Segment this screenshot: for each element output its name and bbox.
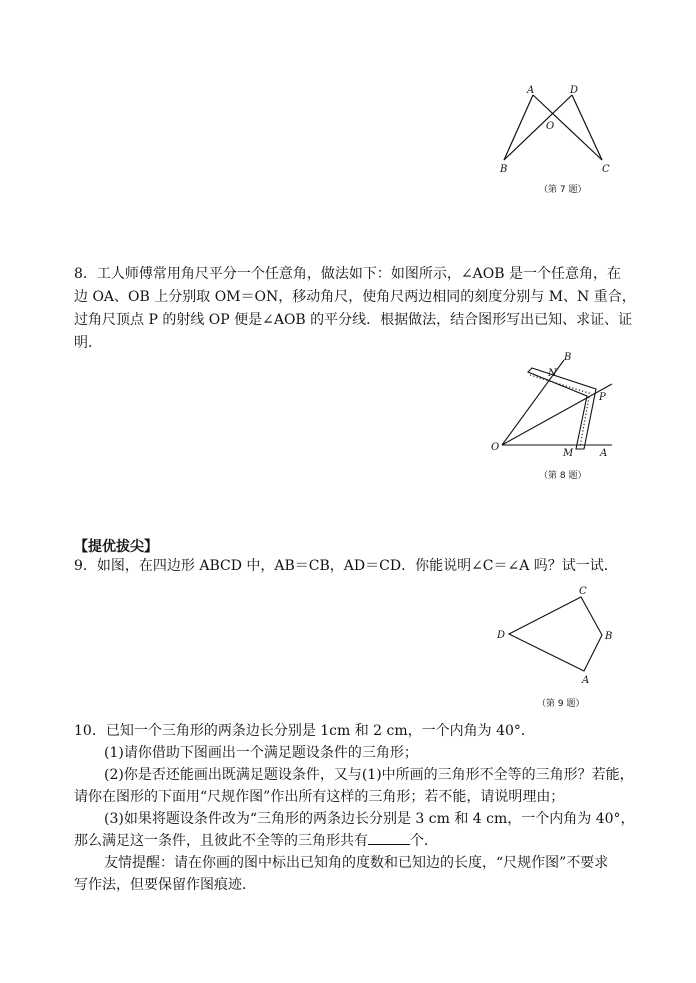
label-o: O [546, 121, 555, 132]
label-b: B [564, 352, 572, 363]
segment-ac [533, 95, 602, 160]
q10-part-3-line-2 [74, 830, 438, 852]
q10-part-3-line-1: (3)如果将题设条件改为“三角形的两条边长分别是 3 cm 和 4 cm，一个内角为 40°， [104, 811, 635, 827]
quadrilateral-abcd [509, 597, 602, 671]
q10-part-3-text-after: 个． [410, 833, 438, 849]
label-b: B [500, 164, 508, 175]
q10-hint-line-1: 友情提醒：请在你画的图中标出已知角的度数和已知边的长度，“尺规作图”不要求 [104, 855, 609, 871]
label-m: M [563, 448, 574, 459]
segment-dc [572, 95, 602, 160]
q10-hint-line-2: 写作法，但要保留作图痕迹． [74, 877, 256, 893]
q10-part-2-line-1: (2)你是否还能画出既满足题设条件，又与(1)中所画的三角形不全等的三角形？若能， [104, 767, 634, 783]
q10-part-3-text-before: 那么满足这一条件，且彼此不全等的三角形共有 [74, 833, 368, 849]
q10-intro: 10．已知一个三角形的两条边长分别是 1cm 和 2 cm，一个内角为 40°． [74, 723, 535, 739]
q8-line-4: 明． [74, 335, 102, 351]
figure-7-caption: （第 7 题） [539, 185, 587, 195]
figure-9-caption: （第 9 题） [537, 699, 585, 709]
q8-line-1: 8．工人师傅常用角尺平分一个任意角，做法如下：如图所示，∠AOB 是一个任意角，在 [74, 266, 621, 282]
q8-line-3: 过角尺顶点 P 的射线 OP 便是∠AOB 的平分线．根据做法，结合图形写出已知、求证、证 [74, 312, 633, 328]
label-a: A [527, 85, 535, 96]
label-o: O [491, 442, 500, 453]
segment-db [504, 95, 572, 160]
label-p: P [599, 392, 606, 403]
figure-8 [488, 350, 628, 462]
label-d: D [570, 85, 579, 96]
label-a: A [582, 675, 590, 686]
q10-part-2-line-2: 请你在图形的下面用“尺规作图”作出所有这样的三角形；若不能，请说明理由； [74, 789, 565, 805]
section-title: 【提优拔尖】 [74, 539, 158, 555]
label-c: C [579, 586, 587, 597]
label-a: A [600, 448, 608, 459]
q10-part-1: (1)请你借助下图画出一个满足题设条件的三角形； [104, 745, 418, 761]
label-d: D [497, 630, 506, 641]
answer-blank[interactable] [368, 830, 410, 845]
angle-ruler [528, 368, 596, 449]
label-n: N [548, 368, 557, 379]
figure-9 [492, 582, 622, 692]
figure-8-caption: （第 8 题） [539, 471, 587, 481]
q9-text: 9．如图，在四边形 ABCD 中，AB＝CB，AD＝CD．你能说明∠C＝∠A 吗？试一试． [74, 558, 618, 574]
label-c: C [602, 164, 610, 175]
segment-ab [504, 95, 533, 160]
label-b: B [605, 631, 613, 642]
q8-line-2: 边 OA、OB 上分别取 OM＝ON，移动角尺，使角尺两边相同的刻度分别与 M、N 重合， [74, 289, 636, 305]
